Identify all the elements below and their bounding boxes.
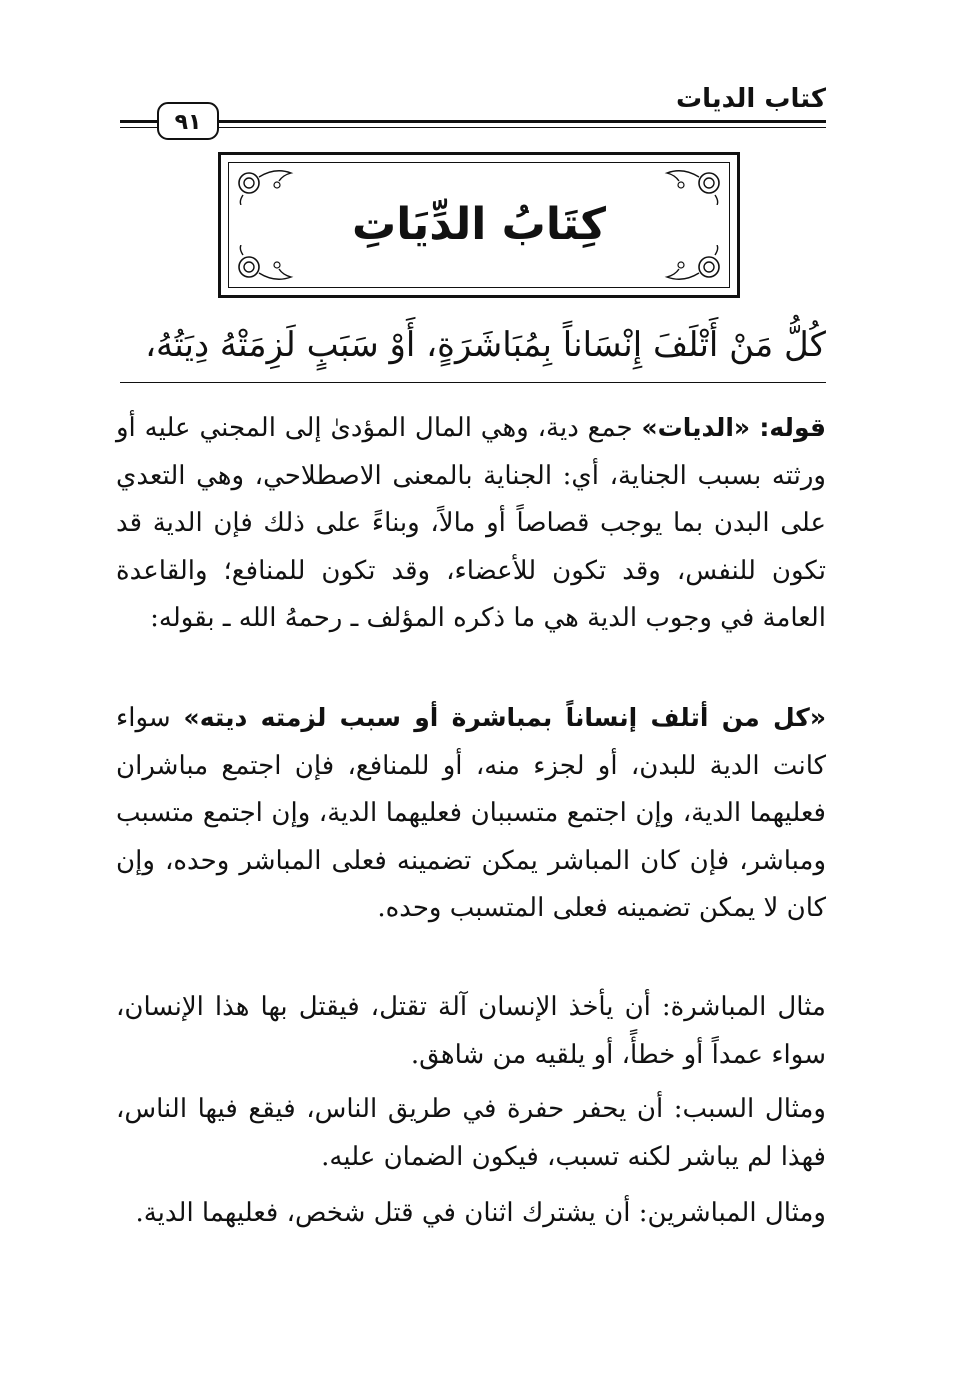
paragraph-text: سواء كانت الدية للبدن، أو لجزء منه، أو للمنافع، فإن اجتمع مباشران فعليهما الدية، وإن اجتمع متسببان فعليهما الدية، وإن اجتمع متسبب ومباشر، فإن كان المباشر يمكن تضمينه فعلى المباشر وحده، وإن كان لا يمكن تضمينه فعلى المتسبب وحده. bbox=[116, 703, 826, 923]
chapter-title-frame bbox=[218, 152, 740, 298]
commentary-paragraph-5 bbox=[116, 1190, 826, 1238]
commentary-paragraph-1 bbox=[116, 404, 826, 643]
commentary-paragraph-4 bbox=[116, 1086, 826, 1181]
commentary-paragraph-2 bbox=[116, 694, 826, 933]
header-rule-right bbox=[219, 120, 826, 123]
header-rule-left bbox=[120, 120, 157, 123]
paragraph-text: ومثال السبب: أن يحفر حفرة في طريق الناس، فيقع فيها الناس، فهذا لم يباشر لكنه تسبب، فيكون الضمان عليه. bbox=[116, 1094, 826, 1172]
paragraph-lead: «كل من أتلف إنساناً بمباشرة أو سبب لزمته ديته» bbox=[183, 703, 826, 732]
paragraph-lead: قوله: «الديات» bbox=[641, 413, 826, 442]
matn-text: كُلُّ مَنْ أَتْلَفَ إِنْسَاناً بِمُبَاشَرَةٍ، أَوْ سَبَبٍ لَزِمَتْهُ دِيَتُهُ، bbox=[145, 325, 826, 365]
chapter-title: كِتَابُ الدِّيَاتِ bbox=[352, 199, 606, 250]
paragraph-text: مثال المباشرة: أن يأخذ الإنسان آلة تقتل، فيقتل بها هذا الإنسان، سواء عمداً أو خطأً، أو يلقيه من شاهق. bbox=[116, 992, 826, 1070]
running-title: كتاب الديات bbox=[675, 84, 826, 114]
paragraph-text: ومثال المباشرين: أن يشترك اثنان في قتل شخص، فعليهما الدية. bbox=[135, 1198, 826, 1228]
header-rule-left-thin bbox=[120, 127, 157, 128]
matn-separator-rule bbox=[120, 382, 826, 383]
paragraph-text: جمع دية، وهي المال المؤدىٰ إلى المجني عليه أو ورثته بسبب الجناية، أي: الجناية بالمعنى الاصطلاحي، وهي التعدي على البدن بما يوجب قصاصاً أو مالاً، وبناءً على ذلك فإن الدية قد تكون للنفس، وقد تكون للأعضاء، وقد تكون للمنافع؛ والقاعدة العامة في وجوب الدية هي ما ذكره المؤلف ـ رحمهُ الله ـ بقوله: bbox=[116, 413, 826, 633]
header-rule-right-thin bbox=[219, 127, 826, 128]
page-number: ٩١ bbox=[157, 102, 219, 140]
commentary-paragraph-3 bbox=[116, 984, 826, 1079]
